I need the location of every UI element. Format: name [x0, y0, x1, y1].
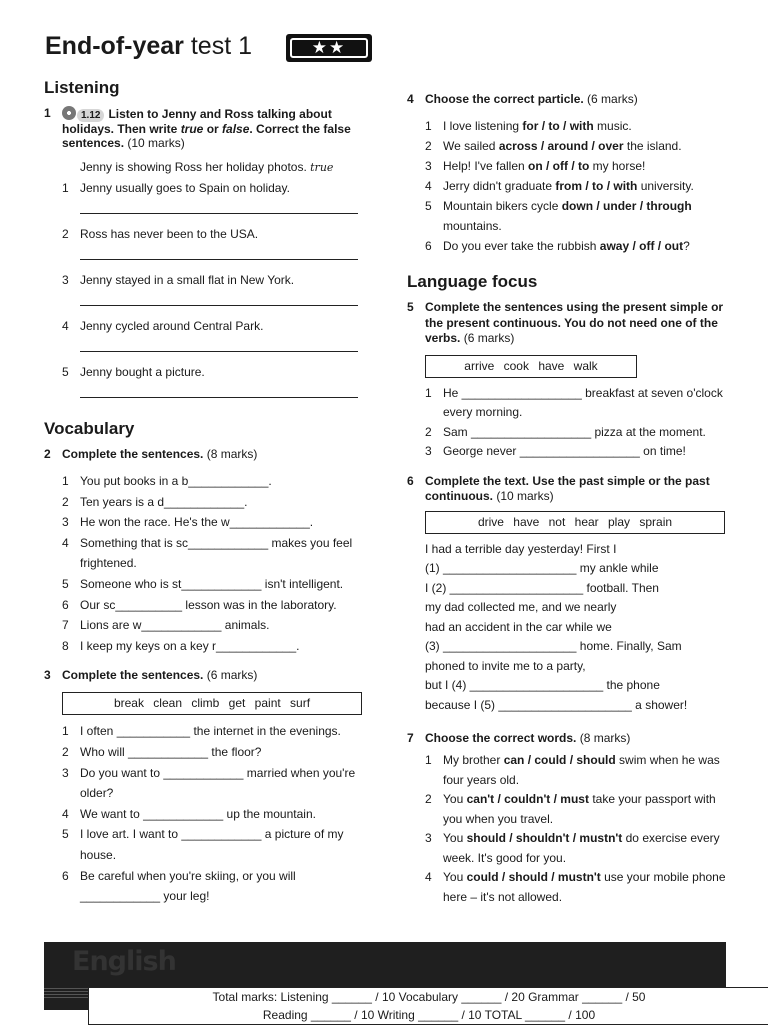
- text-line: (1) ____________________ my ankle while: [425, 561, 659, 575]
- totals-line-2: Reading ______ / 10 Writing ______ / 10 TOTAL ______ / 100: [262, 1008, 596, 1022]
- item-text: You: [443, 792, 467, 806]
- list-item: [62, 595, 374, 616]
- exercise-number: 2: [44, 447, 51, 461]
- list-item: [425, 442, 737, 462]
- item-text: Jenny stayed in a small flat in New York.: [80, 273, 295, 287]
- item-text: Our sc__________ lesson was in the laboratory.: [80, 597, 337, 612]
- item-number: 1: [62, 724, 69, 739]
- exercise-instruction: Choose the correct particle.: [425, 92, 584, 106]
- example-sentence: [80, 160, 374, 175]
- item-number: 2: [425, 139, 432, 153]
- item-text: My brother: [443, 753, 504, 767]
- list-item: [425, 790, 737, 829]
- exercise-number: 5: [407, 300, 414, 314]
- item-number: 5: [62, 365, 69, 379]
- item-number: 3: [62, 273, 69, 287]
- example-text: Jenny is showing Ross her holiday photos.: [80, 160, 311, 174]
- exercise-1-header: [44, 106, 374, 150]
- list-item: [62, 615, 374, 636]
- list-item: [425, 868, 737, 907]
- item-text-end: use your mobile phone here – it's not allowed.: [443, 870, 726, 904]
- text-line: I had a terrible day yesterday! First I: [425, 541, 617, 556]
- right-column: [407, 92, 737, 907]
- item-number: 3: [425, 444, 432, 458]
- answer-options[interactable]: can / could / should: [503, 753, 616, 767]
- list-item: [62, 181, 374, 195]
- word-box: arrive cook have walk: [425, 355, 637, 378]
- exercise-7-header: [407, 731, 737, 745]
- item-number: 5: [62, 576, 69, 591]
- item-text: He won the race. He's the w____________.: [80, 515, 314, 530]
- list-item: [425, 176, 737, 196]
- answer-line[interactable]: [80, 384, 358, 398]
- exercise-marks: (8 marks): [576, 731, 631, 745]
- answer-options[interactable]: can't / couldn't / must: [466, 792, 589, 806]
- item-text: George never __________________ on time!: [443, 444, 686, 458]
- list-item: [62, 533, 374, 574]
- item-text: We sailed: [443, 139, 499, 153]
- answer-options[interactable]: for / to / with: [522, 119, 594, 133]
- item-number: 3: [425, 159, 432, 173]
- title-bold: End-of-year: [45, 32, 184, 60]
- exercise-number: 1: [44, 106, 51, 120]
- item-number: 2: [62, 744, 69, 759]
- item-number: 6: [425, 239, 432, 253]
- item-number: 4: [425, 179, 432, 193]
- answer-line[interactable]: [80, 246, 358, 260]
- text-line: phoned to invite me to a party,: [425, 658, 586, 673]
- title-rest: test 1: [190, 32, 253, 60]
- item-number: 4: [62, 806, 69, 821]
- item-text: He __________________ breakfast at seven o'clock every morning.: [443, 385, 723, 419]
- exercise-number: 4: [407, 92, 414, 106]
- item-number: 7: [62, 618, 69, 633]
- answer-options[interactable]: down / under / through: [561, 199, 692, 213]
- exercise-5-header: [407, 300, 737, 347]
- exercise-marks: (8 marks): [203, 447, 258, 461]
- page-title: [45, 32, 252, 61]
- list-item: [62, 824, 374, 865]
- item-text: I love art. I want to ____________ a picture of my house.: [80, 827, 344, 862]
- listening-heading: Listening: [44, 78, 120, 97]
- exercise-number: 3: [44, 668, 51, 683]
- list-item: [425, 236, 737, 256]
- item-text-end: do exercise every week. It's good for you.: [443, 831, 720, 865]
- list-item: [425, 116, 737, 136]
- exercise-marks: (10 marks): [493, 489, 554, 503]
- item-text: I love listening: [443, 119, 523, 133]
- list-item: [425, 196, 737, 236]
- text-line: I (2) ____________________ football. Then: [425, 580, 659, 595]
- item-text: I keep my keys on a key r____________.: [80, 638, 300, 653]
- item-number: 6: [62, 868, 69, 883]
- item-text: We want to ____________ up the mountain.: [80, 806, 316, 821]
- item-text: You: [443, 870, 467, 884]
- or-word: or: [203, 122, 223, 136]
- text-line: but I (4) ____________________ the phone: [425, 678, 660, 692]
- list-item: [425, 751, 737, 790]
- list-item: [62, 273, 374, 287]
- list-item: [62, 574, 374, 595]
- track-number: 1.12: [77, 109, 104, 122]
- exercise-instruction: Complete the text. Use the past simple or the past continuous.: [425, 473, 710, 503]
- list-item: [425, 829, 737, 868]
- text-line: (3) ____________________ home. Finally, Sam: [425, 639, 682, 653]
- exercise-number: 6: [407, 473, 414, 488]
- footer-logo: English: [72, 946, 176, 977]
- item-text: Someone who is st____________ isn't intelligent.: [80, 576, 344, 591]
- item-text: You: [443, 831, 467, 845]
- item-number: 3: [425, 831, 432, 845]
- list-item: [62, 763, 374, 804]
- item-text-end: mountains.: [443, 219, 502, 233]
- item-number: 4: [62, 535, 69, 550]
- text-line: had an accident in the car while we: [425, 619, 612, 634]
- item-text: Ross has never been to the USA.: [80, 227, 259, 241]
- exercise-4-header: [407, 92, 737, 106]
- item-number: 1: [425, 385, 432, 400]
- example-answer: true: [310, 161, 334, 174]
- item-number: 4: [62, 319, 69, 333]
- footer-stripes: [44, 986, 94, 1000]
- list-item: [425, 423, 737, 443]
- list-item: [62, 721, 374, 742]
- item-number: 1: [62, 474, 69, 488]
- text-line: my dad collected me, and we nearly: [425, 600, 617, 614]
- item-text-end: ?: [683, 239, 690, 253]
- answer-line[interactable]: [80, 338, 358, 352]
- list-item: [62, 742, 374, 763]
- item-text-end: my horse!: [589, 159, 646, 173]
- item-number: 1: [425, 753, 432, 767]
- item-text: Jenny bought a picture.: [80, 365, 205, 379]
- left-column: [44, 78, 374, 907]
- item-text: Sam __________________ pizza at the moment.: [443, 424, 706, 439]
- answer-options[interactable]: across / around / over: [498, 139, 624, 153]
- list-item: [62, 365, 374, 379]
- true-word: true: [180, 122, 204, 136]
- totals-line-1: Total marks: Listening ______ / 10 Vocabulary ______ / 20 Grammar ______ / 50: [212, 990, 646, 1004]
- list-item: [62, 804, 374, 825]
- exercise-instruction: Complete the sentences using the present simple or the present continuous. You do not need one of the verbs.: [425, 300, 724, 345]
- item-text-end: take your passport with you when you travel.: [443, 792, 716, 826]
- item-text-end: music.: [593, 119, 632, 133]
- exercise-instruction: Complete the sentences.: [62, 668, 204, 683]
- item-text: Do you want to ____________ married when you're older?: [80, 765, 356, 801]
- exercise-marks: (6 marks): [583, 92, 638, 106]
- text-line: because I (5) ____________________ a shower!: [425, 697, 688, 712]
- item-number: 2: [425, 792, 432, 806]
- false-word: false: [222, 122, 250, 136]
- item-number: 3: [62, 765, 69, 780]
- list-item: [62, 492, 374, 513]
- answer-options[interactable]: could / should / mustn't: [466, 870, 601, 884]
- word-box: break clean climb get paint surf: [62, 692, 362, 715]
- item-text-end: swim when he was four years old.: [443, 753, 720, 787]
- list-item: [62, 227, 374, 241]
- exercise-6-header: [407, 474, 737, 505]
- word-box: drive have not hear play sprain: [425, 511, 725, 534]
- item-number: 5: [425, 199, 432, 213]
- list-item: [62, 636, 374, 657]
- list-item: [425, 156, 737, 176]
- answer-options[interactable]: away / off / out: [599, 239, 684, 253]
- list-item: [425, 384, 737, 423]
- exercise-marks: (6 marks): [460, 331, 515, 345]
- item-number: 5: [62, 827, 69, 842]
- exercise-marks: (10 marks): [124, 136, 185, 150]
- item-number: 2: [62, 227, 69, 241]
- item-text: I often ___________ the internet in the evenings.: [80, 724, 341, 739]
- item-text: Jenny usually goes to Spain on holiday.: [80, 181, 290, 195]
- answer-options[interactable]: on / off / to: [528, 159, 590, 173]
- exercise-3-header: [44, 668, 374, 682]
- vocabulary-heading: Vocabulary: [44, 419, 135, 438]
- item-text: Do you ever take the rubbish: [443, 239, 600, 253]
- list-item: [62, 866, 374, 907]
- audio-cd-icon: [62, 106, 76, 120]
- item-text: Lions are w____________ animals.: [80, 618, 270, 633]
- answer-line[interactable]: [80, 292, 358, 306]
- exercise-instruction-end: . Correct the false sentences.: [62, 122, 351, 150]
- item-text: Help! I've fallen: [443, 159, 529, 173]
- item-text: Who will ____________ the floor?: [80, 744, 262, 759]
- item-number: 8: [62, 638, 69, 653]
- exercise-2-header: [44, 447, 374, 461]
- list-item: [62, 512, 374, 533]
- total-marks-box: [88, 987, 768, 1025]
- exercise-marks: (6 marks): [203, 668, 258, 683]
- answer-options[interactable]: should / shouldn't / mustn't: [466, 831, 623, 845]
- list-item: [425, 136, 737, 156]
- exercise-number: 7: [407, 731, 414, 745]
- exercise-instruction: Complete the sentences.: [62, 447, 204, 461]
- item-text-end: the island.: [623, 139, 682, 153]
- item-text: Jenny cycled around Central Park.: [80, 319, 264, 333]
- item-text: Be careful when you're skiing, or you will ____________ your leg!: [80, 868, 296, 904]
- difficulty-badge: [286, 34, 372, 62]
- gap-fill-text: [425, 540, 737, 716]
- list-item: [62, 319, 374, 333]
- item-number: 2: [62, 494, 69, 509]
- answer-options[interactable]: from / to / with: [555, 179, 638, 193]
- item-number: 1: [62, 181, 69, 195]
- item-number: 1: [425, 119, 432, 133]
- item-text: Mountain bikers cycle: [443, 199, 562, 213]
- item-text: You put books in a b____________.: [80, 474, 272, 488]
- item-text: Ten years is a d____________.: [80, 494, 248, 509]
- item-number: 6: [62, 597, 69, 612]
- item-text: Jerry didn't graduate: [443, 179, 556, 193]
- exercise-instruction: Listen to Jenny and Ross talking about holidays. Then write: [62, 107, 332, 136]
- item-text-end: university.: [637, 179, 694, 193]
- item-number: 3: [62, 515, 69, 530]
- stars-icon: ★★: [290, 38, 368, 58]
- language-focus-heading: Language focus: [407, 272, 538, 291]
- list-item: [62, 471, 374, 492]
- item-number: 4: [425, 870, 432, 884]
- item-text: Something that is sc____________ makes you feel frightened.: [80, 535, 353, 571]
- item-number: 2: [425, 424, 432, 439]
- answer-line[interactable]: [80, 200, 358, 214]
- exercise-instruction: Choose the correct words.: [425, 731, 577, 745]
